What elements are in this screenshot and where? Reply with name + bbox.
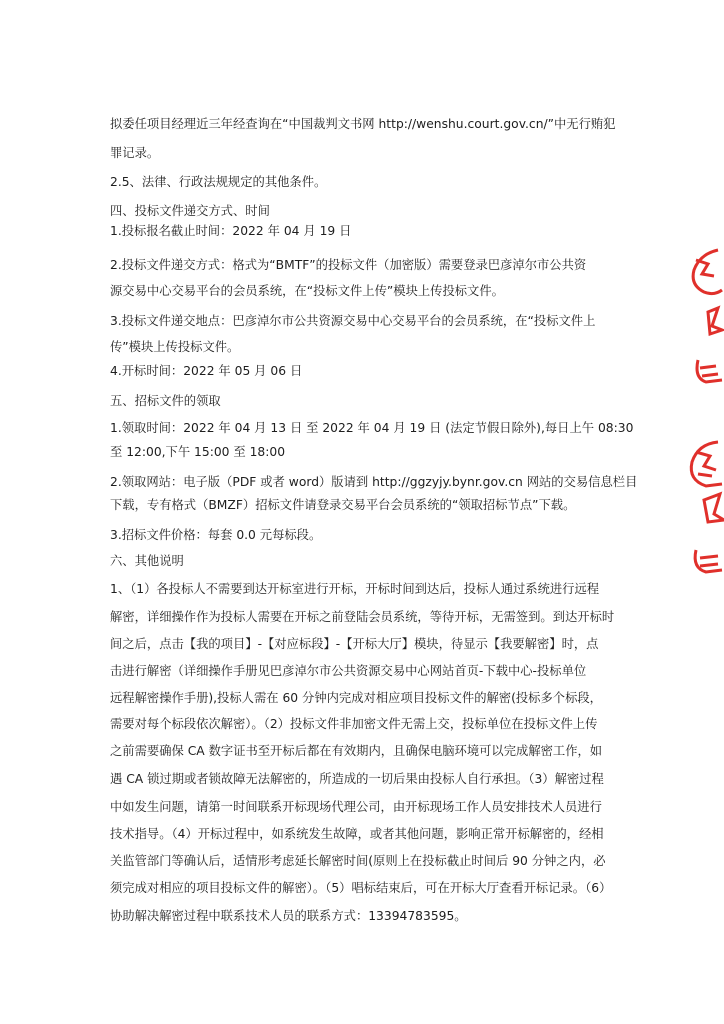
body-line: 间之后，点击【我的项目】-【对应标段】-【开标大厅】模块，待显示【我要解密】时，点 — [110, 637, 599, 651]
body-line: 2.5、法律、行政法规规定的其他条件。 — [110, 175, 327, 189]
body-line: 传”模块上传投标文件。 — [110, 340, 240, 354]
body-line: 至 12:00,下午 15:00 至 18:00 — [110, 445, 286, 459]
body-line: 源交易中心交易平台的会员系统，在“投标文件上传”模块上传投标文件。 — [110, 284, 504, 298]
body-line: 3.投标文件递交地点：巴彦淖尔市公共资源交易中心交易平台的会员系统，在“投标文件上 — [110, 314, 596, 328]
body-line: 1、（1）各投标人不需要到达开标室进行开标，开标时间到达后，投标人通过系统进行远程 — [110, 582, 600, 596]
section-heading: 六、其他说明 — [110, 554, 184, 568]
body-line: 下载，专有格式（BMZF）招标文件请登录交易平台会员系统的“领取招标节点”下载。 — [110, 498, 576, 512]
body-line: 拟委任项目经理近三年经查询在“中国裁判文书网 http://wenshu.court.gov.cn/”中无行贿犯 — [110, 117, 616, 131]
body-line: 遇 CA 锁过期或者锁故障无法解密的，所造成的一切后果由投标人自行承担。（3）解密过程 — [110, 772, 604, 786]
seal-stamp-image — [678, 230, 724, 600]
body-line: 技术指导。（4）开标过程中，如系统发生故障，或者其他问题，影响正常开标解密的，经相 — [110, 827, 604, 841]
body-line: 1.领取时间：2022 年 04 月 13 日 至 2022 年 04 月 19 日 (法定节假日除外),每日上午 08:30 — [110, 421, 634, 435]
body-line: 击进行解密（详细操作手册见巴彦淖尔市公共资源交易中心网站首页-下载中心-投标单位 — [110, 664, 587, 678]
body-line: 需要对每个标段依次解密）。（2）投标文件非加密文件无需上交，投标单位在投标文件上传 — [110, 717, 598, 731]
seal-stamp-strip — [678, 230, 724, 600]
body-line: 之前需要确保 CA 数字证书至开标后都在有效期内，且确保电脑环境可以完成解密工作，如 — [110, 744, 603, 758]
section-heading: 四、投标文件递交方式、时间 — [110, 204, 270, 218]
body-line: 关监管部门等确认后，适情形考虑延长解密时间(原则上在投标截止时间后 90 分钟之内，必 — [110, 854, 606, 868]
body-line: 3.招标文件价格：每套 0.0 元每标段。 — [110, 528, 322, 542]
body-line: 解密，详细操作作为投标人需要在开标之前登陆会员系统，等待开标，无需签到。到达开标时 — [110, 610, 615, 624]
body-line: 须完成对相应的项目投标文件的解密）。（5）唱标结束后，可在开标大厅查看开标记录。（6） — [110, 881, 612, 895]
section-heading: 五、招标文件的领取 — [110, 394, 221, 408]
body-line: 4.开标时间：2022 年 05 月 06 日 — [110, 364, 303, 378]
body-line: 协助解决解密过程中联系技术人员的联系方式：13394783595。 — [110, 909, 467, 923]
body-line: 罪记录。 — [110, 146, 160, 160]
body-line: 1.投标报名截止时间：2022 年 04 月 19 日 — [110, 224, 352, 238]
body-line: 2.领取网站：电子版（PDF 或者 word）版请到 http://ggzyjy.bynr.gov.cn 网站的交易信息栏目 — [110, 475, 638, 489]
body-line: 2.投标文件递交方式：格式为“BMTF”的投标文件（加密版）需要登录巴彦淖尔市公共资 — [110, 258, 587, 272]
body-line: 中如发生问题，请第一时间联系开标现场代理公司，由开标现场工作人员安排技术人员进行 — [110, 800, 602, 814]
body-line: 远程解密操作手册),投标人需在 60 分钟内完成对相应项目投标文件的解密(投标多个标段， — [110, 691, 602, 705]
